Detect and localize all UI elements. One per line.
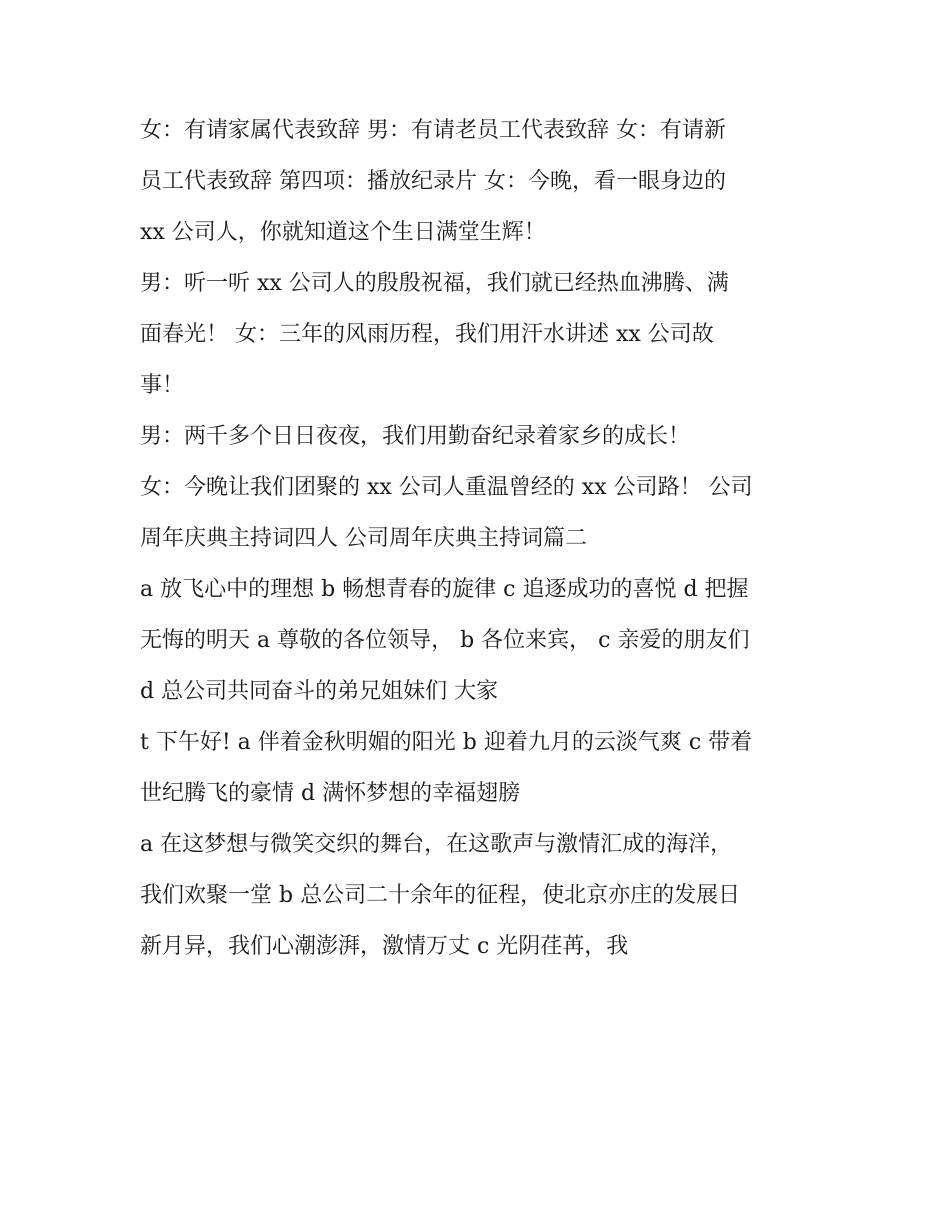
text-line: 员工代表致辞 第四项：播放纪录片 女：今晚，看一眼身边的: [140, 169, 726, 194]
text-line: 男：听一听 xx 公司人的殷殷祝福，我们就已经热血沸腾、满: [140, 271, 729, 296]
text-line: 男：两千多个日日夜夜，我们用勤奋纪录着家乡的成长！: [140, 424, 691, 449]
text-line: t 下午好! a 伴着金秋明媚的阳光 b 迎着九月的云淡气爽 c 带着: [140, 730, 753, 755]
text-line: 新月异，我们心潮澎湃，激情万丈 c 光阴荏苒，我: [140, 934, 629, 959]
text-line: 女：有请家属代表致辞 男：有请老员工代表致辞 女：有请新: [140, 118, 726, 143]
text-line: 面春光！ 女：三年的风雨历程，我们用汗水讲述 xx 公司故: [140, 322, 714, 347]
text-line: d 总公司共同奋斗的弟兄姐妹们 大家: [140, 679, 499, 704]
text-line: a 在这梦想与微笑交织的舞台，在这歌声与激情汇成的海洋，: [140, 832, 733, 857]
text-line: 事！: [140, 373, 185, 398]
text-line: xx 公司人，你就知道这个生日满堂生辉！: [140, 220, 546, 245]
text-line: a 放飞心中的理想 b 畅想青春的旋律 c 追逐成功的喜悦 d 把握: [140, 577, 749, 602]
document-body: [140, 108, 830, 975]
text-line: 我们欢聚一堂 b 总公司二十余年的征程，使北京亦庄的发展日: [140, 883, 741, 908]
text-line: 女：今晚让我们团聚的 xx 公司人重温曾经的 xx 公司路！ 公司: [140, 475, 753, 500]
text-line: 周年庆典主持词四人 公司周年庆典主持词篇二: [140, 526, 587, 551]
text-line: 无悔的明天 a 尊敬的各位领导， b 各位来宾， c 亲爱的朋友们: [140, 628, 750, 653]
text-line: 世纪腾飞的豪情 d 满怀梦想的幸福翅膀: [140, 781, 521, 806]
